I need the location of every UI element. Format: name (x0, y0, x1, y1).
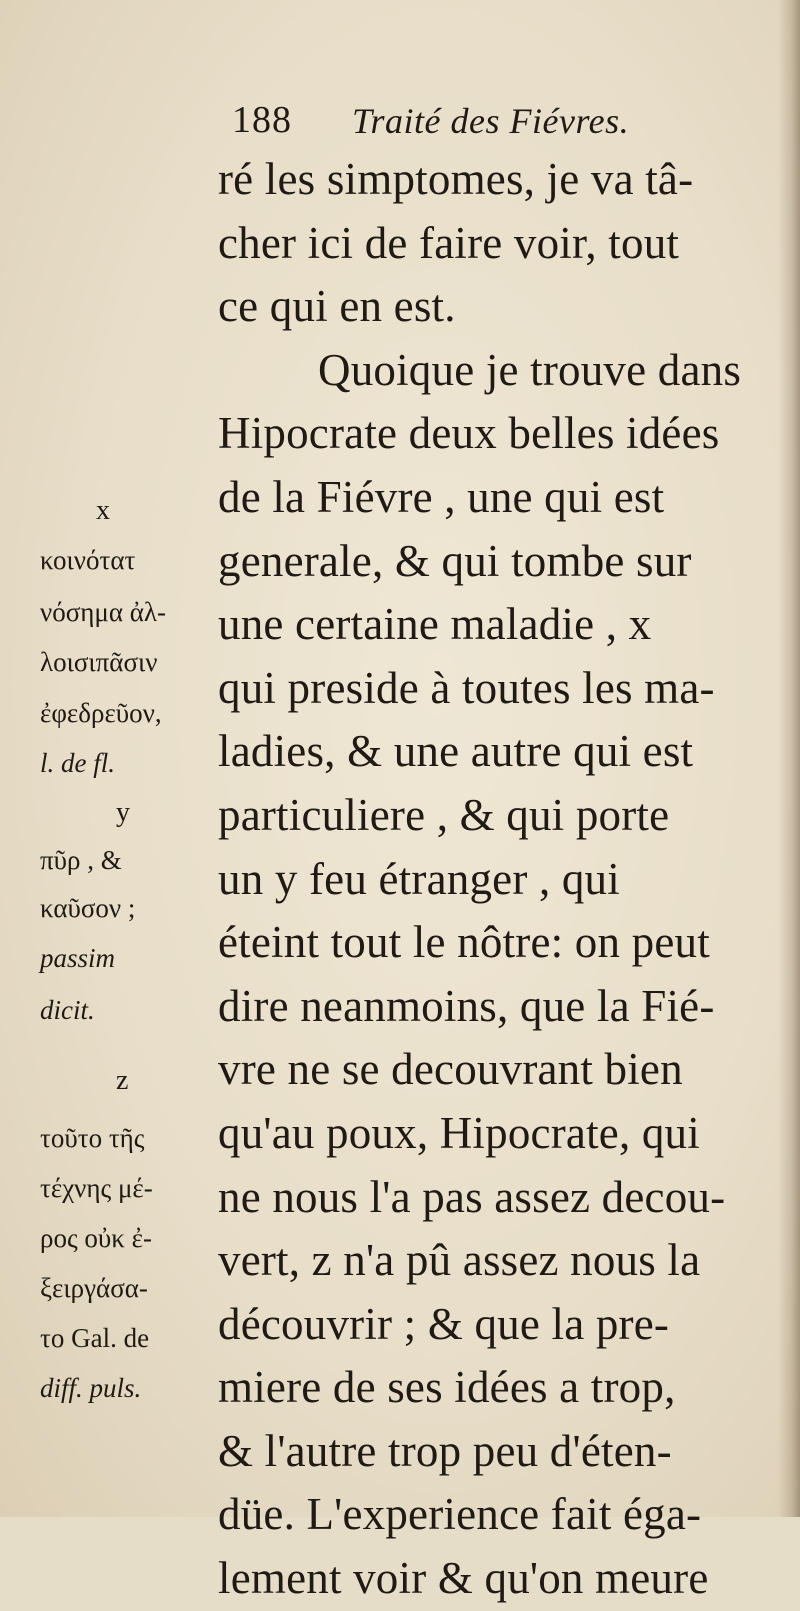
margin-note: diff. puls. (40, 1373, 142, 1403)
text-line: éteint tout le nôtre: on peut (218, 917, 710, 968)
text-line: une certaine maladie , x (218, 599, 652, 650)
margin-note: καῦσον ; (40, 893, 136, 923)
text-line: ré les simptomes, je va tâ- (218, 154, 694, 204)
text-line: de la Fiévre , une qui est (218, 471, 665, 522)
text-line: ne nous l'a pas assez decou- (218, 1171, 726, 1222)
text-line: Quoique je trouve dans (318, 344, 742, 395)
text-line: miere de ses idées a trop, (218, 1362, 676, 1413)
text-line: & l'autre trop peu d'éten- (218, 1425, 672, 1476)
text-line: düe. L'experience fait éga- (218, 1489, 702, 1540)
text-line: particuliere , & qui porte (218, 789, 670, 840)
text-line: dire neanmoins, que la Fié- (218, 980, 715, 1031)
margin-note: dicit. (40, 995, 95, 1025)
text-line: découvrir ; & que la pre- (218, 1298, 670, 1349)
text-line: lement voir & qu'on meure (218, 1553, 709, 1604)
margin-note: λοισιπᾶσιν (40, 647, 158, 677)
margin-note: πῦρ , & (40, 845, 122, 875)
main-text (218, 148, 783, 1611)
margin-note: z (116, 1065, 129, 1096)
text-line: vre ne se decouvrant bien (218, 1044, 683, 1095)
page-number: 188 (232, 99, 292, 141)
margin-note: x (96, 495, 110, 526)
margin-note: y (116, 797, 130, 828)
margin-note: κοινότατ (40, 545, 136, 575)
text-line: ce qui en est. (218, 281, 456, 332)
margin-note: ρος οὐκ ἐ- (40, 1223, 152, 1253)
margin-note: το Gal. de (40, 1323, 150, 1353)
margin-note: l. de fl. (40, 748, 115, 778)
margin-note: τοῦτο τῆς (40, 1123, 145, 1153)
text-line: un y feu étranger , qui (218, 853, 620, 904)
text-line: cher ici de faire voir, tout (218, 217, 680, 268)
text-line: qui preside à toutes les ma- (218, 662, 715, 713)
text-line: vert, z n'a pû assez nous la (218, 1235, 701, 1286)
text-line: ladies, & une autre qui est (218, 726, 694, 777)
text-line: generale, & qui tombe sur (218, 535, 692, 586)
text-line: qu'au poux, Hipocrate, qui (218, 1107, 700, 1158)
margin-note: ἐφεδρεῦον, (40, 698, 162, 728)
margin-note: νόσημα ἀλ- (40, 597, 166, 627)
text-line: Hipocrate deux belles idées (218, 408, 720, 459)
margin-note: τέχνης μέ- (40, 1173, 153, 1203)
running-title: Traité des Fiévres. (352, 101, 630, 141)
margin-note: ξειργάσα- (40, 1273, 148, 1303)
page-header (232, 96, 772, 146)
margin-note: passim (40, 943, 116, 973)
